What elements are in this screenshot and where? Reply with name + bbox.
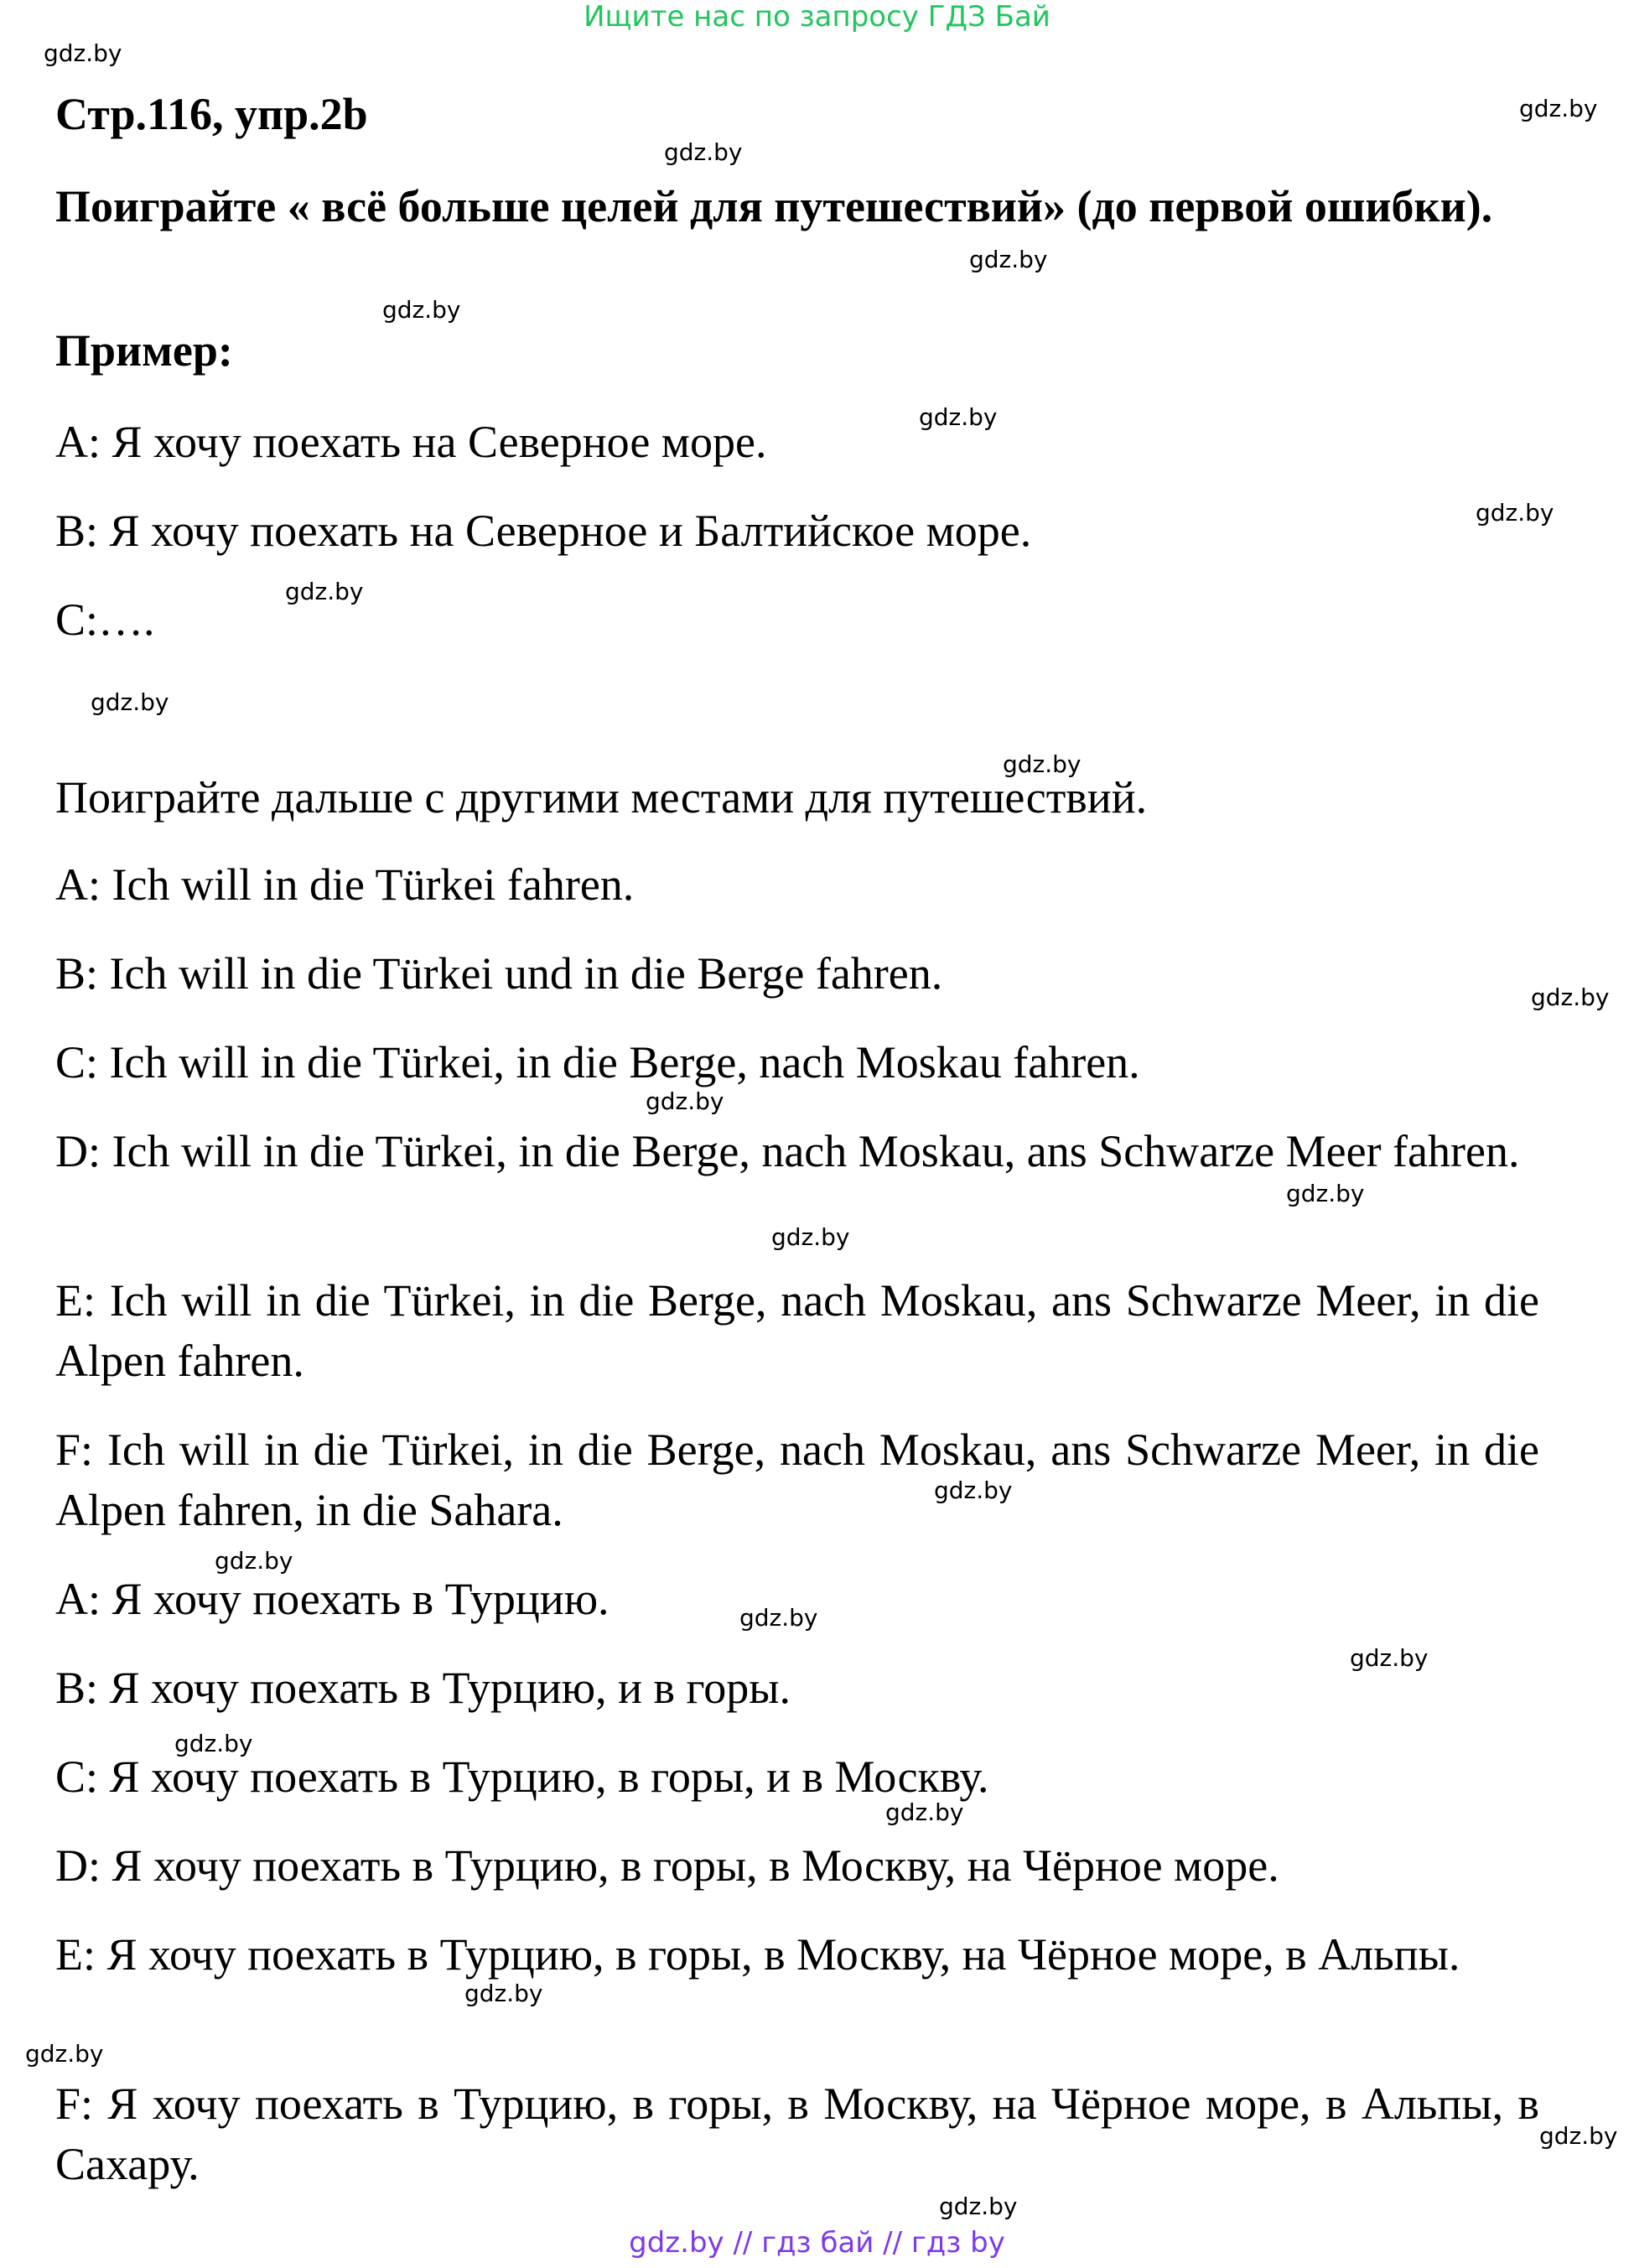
watermark: gdz.by bbox=[1286, 1180, 1365, 1207]
watermark: gdz.by bbox=[25, 2040, 104, 2068]
watermark: gdz.by bbox=[664, 138, 743, 166]
watermark: gdz.by bbox=[285, 578, 364, 605]
watermark: gdz.by bbox=[885, 1798, 964, 1826]
watermark: gdz.by bbox=[44, 39, 122, 67]
continue-instruction: Поиграйте дальше с другими местами для путешествий. bbox=[55, 772, 1148, 823]
watermark: gdz.by bbox=[939, 2193, 1018, 2220]
russian-line: F: Я хочу поехать в Турцию, в горы, в Москву, на Чёрное море, в Альпы, в Сахару. bbox=[55, 2079, 1539, 2189]
russian-line: B: Я хочу поехать в Турцию, и в горы. bbox=[55, 1663, 791, 1713]
watermark: gdz.by bbox=[646, 1087, 724, 1115]
german-line: C: Ich will in die Türkei, in die Berge, nach Moskau fahren. bbox=[55, 1037, 1140, 1087]
watermark: gdz.by bbox=[1531, 983, 1610, 1011]
watermark: gdz.by bbox=[1350, 1644, 1429, 1672]
example-line: B: Я хочу поехать на Северное и Балтийское море. bbox=[55, 506, 1032, 556]
german-line: D: Ich will in die Türkei, in die Berge, nach Moskau, ans Schwarze Meer fahren. bbox=[55, 1126, 1520, 1176]
russian-line: E: Я хочу поехать в Турцию, в горы, в Москву, на Чёрное море, в Альпы. bbox=[55, 1929, 1460, 1980]
watermark: gdz.by bbox=[174, 1730, 253, 1757]
watermark: gdz.by bbox=[382, 296, 461, 324]
watermark: gdz.by bbox=[1003, 750, 1082, 778]
watermark: gdz.by bbox=[739, 1604, 818, 1632]
example-line: A: Я хочу поехать на Северное море. bbox=[55, 417, 767, 467]
russian-line: C: Я хочу поехать в Турцию, в горы, и в Москву. bbox=[55, 1752, 989, 1802]
german-line: E: Ich will in die Türkei, in die Berge, nach Moskau, ans Schwarze Meer, in die Alpen fahren. bbox=[55, 1275, 1539, 1386]
watermark: gdz.by bbox=[1519, 95, 1598, 122]
russian-line: A: Я хочу поехать в Турцию. bbox=[55, 1574, 610, 1624]
watermark: gdz.by bbox=[91, 688, 169, 716]
example-label: Пример: bbox=[55, 325, 233, 376]
watermark: gdz.by bbox=[919, 403, 998, 431]
example-line: C:…. bbox=[55, 594, 155, 645]
russian-line: D: Я хочу поехать в Турцию, в горы, в Москву, на Чёрное море. bbox=[55, 1840, 1279, 1891]
german-line: A: Ich will in die Türkei fahren. bbox=[55, 859, 635, 910]
watermark: gdz.by bbox=[969, 246, 1048, 273]
top-banner-link[interactable]: Ищите нас по запросу ГДЗ Бай bbox=[584, 0, 1050, 34]
german-line: B: Ich will in die Türkei und in die Berge fahren. bbox=[55, 948, 943, 999]
page-title: Стр.116, упр.2b bbox=[55, 89, 368, 139]
watermark: gdz.by bbox=[934, 1477, 1013, 1504]
footer-links[interactable]: gdz.by // гдз бай // гдз by bbox=[629, 2226, 1005, 2260]
watermark: gdz.by bbox=[771, 1223, 850, 1251]
watermark: gdz.by bbox=[215, 1547, 293, 1575]
watermark: gdz.by bbox=[464, 1980, 543, 2007]
task-instruction: Поиграйте « всё больше целей для путешествий» (до первой ошибки). bbox=[55, 181, 1493, 231]
watermark: gdz.by bbox=[1539, 2122, 1618, 2150]
watermark: gdz.by bbox=[1476, 499, 1554, 527]
german-line: F: Ich will in die Türkei, in die Berge, nach Moskau, ans Schwarze Meer, in die Alpen fahren, in die Sahara. bbox=[55, 1425, 1539, 1535]
